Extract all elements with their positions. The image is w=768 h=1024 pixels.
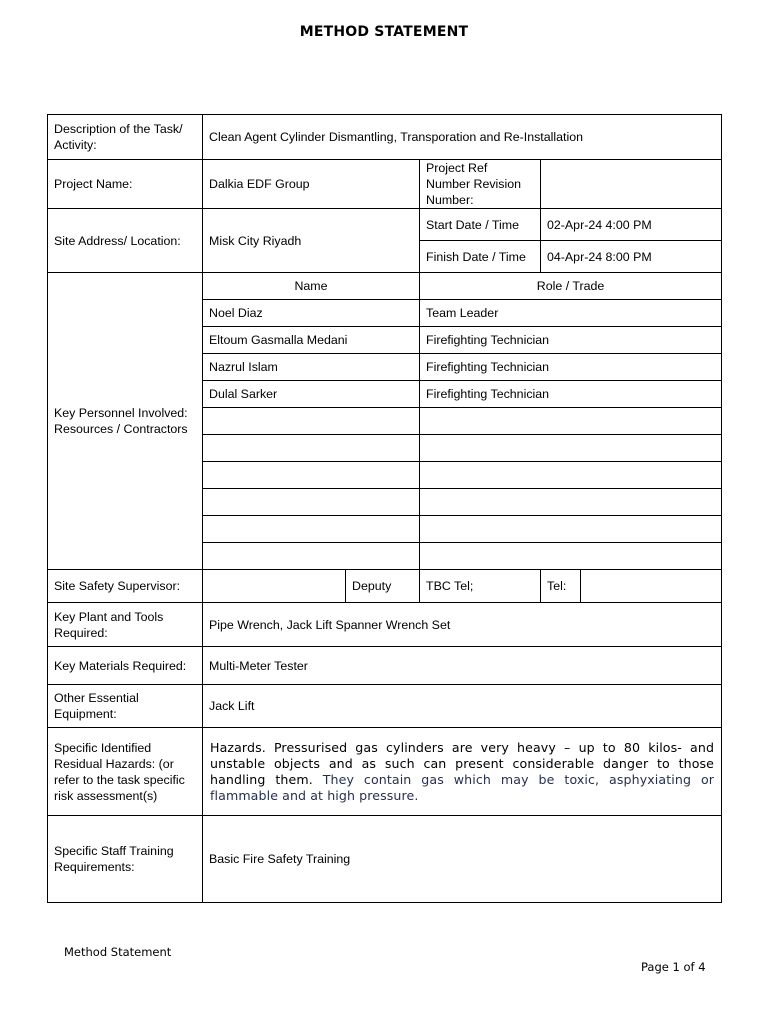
personnel-col-role: Role / Trade (420, 273, 722, 300)
personnel-role[interactable] (420, 408, 722, 435)
personnel-header-row (48, 273, 722, 300)
equipment-row (48, 685, 722, 728)
project-ref-value[interactable] (541, 160, 722, 209)
plant-row (48, 603, 722, 647)
start-date-label: Start Date / Time (420, 209, 541, 241)
training-label: Specific Staff Training Requirements: (48, 816, 203, 903)
task-label: Description of the Task/ Activity: (48, 115, 203, 160)
deputy-label: Deputy (346, 570, 420, 603)
personnel-name[interactable]: Nazrul Islam (203, 354, 420, 381)
site-address-label: Site Address/ Location: (48, 209, 203, 273)
project-ref-label: Project Ref Number Revision Number: (420, 160, 541, 209)
footer-document-name: Method Statement (64, 945, 172, 959)
training-value[interactable]: Basic Fire Safety Training (203, 816, 722, 903)
personnel-role[interactable]: Firefighting Technician (420, 381, 722, 408)
personnel-role[interactable] (420, 462, 722, 489)
training-row (48, 816, 722, 903)
materials-label: Key Materials Required: (48, 647, 203, 685)
personnel-role[interactable]: Firefighting Technician (420, 354, 722, 381)
equipment-value[interactable]: Jack Lift (203, 685, 722, 728)
personnel-label: Key Personnel Involved: Resources / Contractors (48, 273, 203, 570)
project-name-value[interactable]: Dalkia EDF Group (203, 160, 420, 209)
personnel-name[interactable] (203, 489, 420, 516)
personnel-name[interactable]: Eltoum Gasmalla Medani (203, 327, 420, 354)
supervisor-row (48, 570, 722, 603)
tel-label: Tel: (541, 570, 581, 603)
plant-label: Key Plant and Tools Required: (48, 603, 203, 647)
site-address-value[interactable]: Misk City Riyadh (203, 209, 420, 273)
hazards-value[interactable] (203, 728, 722, 816)
equipment-label: Other Essential Equipment: (48, 685, 203, 728)
project-row (48, 160, 722, 209)
finish-date-label: Finish Date / Time (420, 241, 541, 273)
hazards-text-part2: They contain gas which may be toxic, asphyxiating or flammable and at high pressure. (210, 771, 715, 803)
deputy-value[interactable]: TBC Tel; (420, 570, 541, 603)
materials-value[interactable]: Multi-Meter Tester (203, 647, 722, 685)
method-statement-table (47, 114, 722, 903)
project-name-label: Project Name: (48, 160, 203, 209)
hazards-text-part1: Hazards. Pressurised gas cylinders are very heavy – up to 80 kilos- and unstable objects and as such can present considerable danger to those handling them. (210, 739, 715, 787)
tel-value[interactable] (581, 570, 722, 603)
start-date-value[interactable]: 02-Apr-24 4:00 PM (541, 209, 722, 241)
finish-date-value[interactable]: 04-Apr-24 8:00 PM (541, 241, 722, 273)
footer-page-number: Page 1 of 4 (641, 960, 706, 974)
materials-row (48, 647, 722, 685)
personnel-name[interactable] (203, 543, 420, 570)
hazards-row (48, 728, 722, 816)
personnel-name[interactable]: Dulal Sarker (203, 381, 420, 408)
document-title: METHOD STATEMENT (299, 24, 469, 40)
personnel-role[interactable] (420, 516, 722, 543)
site-row-start (48, 209, 722, 241)
personnel-name[interactable] (203, 408, 420, 435)
supervisor-value[interactable] (203, 570, 346, 603)
personnel-name[interactable] (203, 462, 420, 489)
personnel-role[interactable] (420, 543, 722, 570)
personnel-name[interactable] (203, 435, 420, 462)
plant-value[interactable]: Pipe Wrench, Jack Lift Spanner Wrench Set (203, 603, 722, 647)
personnel-col-name: Name (203, 273, 420, 300)
supervisor-label: Site Safety Supervisor: (48, 570, 203, 603)
personnel-role[interactable] (420, 435, 722, 462)
personnel-name[interactable]: Noel Diaz (203, 300, 420, 327)
personnel-role[interactable]: Firefighting Technician (420, 327, 722, 354)
personnel-role[interactable]: Team Leader (420, 300, 722, 327)
task-row (48, 115, 722, 160)
personnel-name[interactable] (203, 516, 420, 543)
task-value[interactable]: Clean Agent Cylinder Dismantling, Transporation and Re-Installation (203, 115, 722, 160)
personnel-role[interactable] (420, 489, 722, 516)
hazards-label: Specific Identified Residual Hazards: (or refer to the task specific risk assessment(s) (48, 728, 203, 816)
